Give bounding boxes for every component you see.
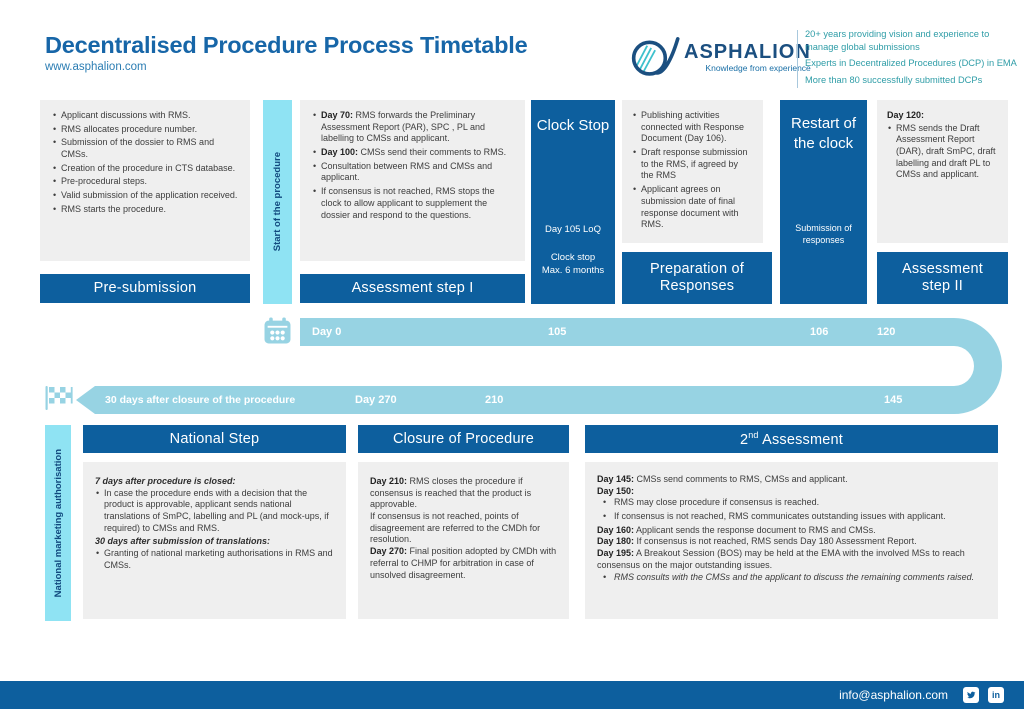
logo-tagline: Knowledge from experience xyxy=(705,63,811,73)
bullet-item: • RMS allocates procedure number. xyxy=(52,124,238,136)
asphalion-logo-icon xyxy=(628,34,680,80)
national-step-heading: 30 days after submission of translations: xyxy=(95,536,271,547)
section-header-national-step: National Step xyxy=(83,425,346,453)
bullet-item: • Applicant agrees on submission date of final response document with RMS. xyxy=(632,184,753,231)
finish-flag-icon xyxy=(44,384,74,412)
timeline-label: Day 0 xyxy=(312,326,342,338)
bullet-item: • Pre-procedural steps. xyxy=(52,176,238,188)
bullet-item: • RMS may close procedure if consensus is reached. xyxy=(597,497,986,509)
closure-paragraph: If consensus is not reached, points of disagreement are referred to the CMDh for resolution. xyxy=(370,511,541,545)
stage-header-assessment-1: Assessment step I xyxy=(300,274,525,303)
company-claims xyxy=(805,28,1019,90)
bullet-item: • If consensus is not reached, RMS stops the clock to allow applicant to supplement the dossier and respond to the questions. xyxy=(312,186,513,221)
linkedin-icon[interactable]: in xyxy=(988,687,1004,703)
panel-national-step xyxy=(83,462,346,619)
timeline-uturn xyxy=(946,318,1002,414)
logo-wordmark: ASPHALION xyxy=(684,41,811,63)
panel-day-120 xyxy=(877,100,1008,243)
stage-header-pre-submission: Pre-submission xyxy=(40,274,250,303)
timeline-top-bar xyxy=(300,318,946,346)
assessment-line: Day 160: Applicant sends the response document to RMS and CMSs. xyxy=(597,524,876,535)
clock-stop-box xyxy=(531,100,615,304)
closure-paragraph: Day 270: Final position adopted by CMDh with referral to CHMP for arbitration in case of unsolved disagreement. xyxy=(370,546,557,580)
assessment-line: Day 195: A Breakout Session (BOS) may be held at the EMA with the involved MSs to reach consensus on the major outstanding issues. xyxy=(597,548,965,570)
national-authorisation-bar xyxy=(45,425,71,621)
timeline-label: 105 xyxy=(548,326,567,338)
panel-assessment-step-1 xyxy=(300,100,525,261)
timeline-label: 120 xyxy=(877,326,896,338)
claim-line: 20+ years providing vision and experience to manage global submissions xyxy=(805,29,990,52)
start-of-procedure-label: Start of the procedure xyxy=(272,152,283,252)
bullet-item: • Day 100: CMSs send their comments to RMS. xyxy=(312,147,513,159)
bullet-item: • RMS starts the procedure. xyxy=(52,204,238,216)
clock-stop-note: Max. 6 months xyxy=(541,264,605,276)
clock-stop-note: Clock stop xyxy=(550,252,596,263)
timeline-label: 30 days after closure of the procedure xyxy=(105,394,296,406)
bullet-item: • Applicant discussions with RMS. xyxy=(52,110,238,122)
header-divider xyxy=(797,30,798,88)
timeline-label: 145 xyxy=(884,394,903,406)
section-header-closure: Closure of Procedure xyxy=(358,425,569,453)
assessment-line: Day 150: xyxy=(597,485,635,496)
closure-paragraph: Day 210: RMS closes the procedure if consensus is reached that the product is approvable. xyxy=(370,476,532,510)
footer-bar xyxy=(0,681,1024,709)
national-step-heading: 7 days after procedure is closed: xyxy=(95,476,236,486)
restart-clock-title: Restart of the clock xyxy=(790,115,857,153)
page-title: Decentralised Procedure Process Timetable xyxy=(45,32,528,58)
bullet-item: • Day 70: RMS forwards the Preliminary Assessment Report (PAR), SPC , PL and labelling to CMSs and applicant. xyxy=(312,110,513,145)
timeline-label: 106 xyxy=(810,326,829,338)
stage-header-preparation: Preparation of Responses xyxy=(622,252,772,304)
start-of-procedure-bar xyxy=(263,100,292,304)
bullet-item: • RMS consults with the CMSs and the applicant to discuss the remaining comments raised. xyxy=(597,572,986,584)
timeline-arrow-tip xyxy=(76,386,95,414)
bullet-item: • If consensus is not reached, RMS communicates outstanding issues with applicant. xyxy=(597,511,986,523)
claim-line: Experts in Decentralized Procedures (DCP) in EMA xyxy=(805,58,1017,69)
assessment-line: Day 180: If consensus is not reached, RMS sends Day 180 Assessment Report. xyxy=(597,536,917,547)
assessment-line: Day 145: CMSs send comments to RMS, CMSs and applicant. xyxy=(597,474,848,484)
bullet-item: • Creation of the procedure in CTS database. xyxy=(52,163,238,175)
stage-header-assessment-2: Assessment step II xyxy=(877,252,1008,304)
claim-line: More than 80 successfully submitted DCPs xyxy=(805,74,983,85)
timeline-label: Day 270 xyxy=(355,394,397,406)
bullet-item: • Granting of national marketing authorisations in RMS and CMSs. xyxy=(95,548,334,571)
restart-clock-note: Submission of responses xyxy=(795,223,852,246)
bullet-item: • RMS sends the Draft Assessment Report (DAR), draft SmPC, draft labelling and draft PL to CMSs and applicant. xyxy=(887,123,998,181)
clock-stop-title: Clock Stop xyxy=(536,117,610,134)
twitter-icon[interactable] xyxy=(963,687,979,703)
bullet-item: • Draft response submission to the RMS, if agreed by the RMS xyxy=(632,147,753,182)
panel-closure xyxy=(358,462,569,619)
asphalion-logo xyxy=(628,34,811,80)
clock-stop-loq: Day 105 LoQ xyxy=(545,224,601,235)
panel-pre-submission xyxy=(40,100,250,261)
bullet-item: • Publishing activities connected with Response Document (Day 106). xyxy=(632,110,753,145)
bullet-item: • Valid submission of the application received. xyxy=(52,190,238,202)
bullet-item: • In case the procedure ends with a decision that the product is approvable, applicant sends national translations of SmPC, labelling and PL (and mock-ups, if required) to CMSs and RMS. xyxy=(95,488,334,535)
timeline-label: 210 xyxy=(485,394,504,406)
bullet-item: • Consultation between RMS and CMSs and applicant. xyxy=(312,161,513,184)
day-120-lead: Day 120: xyxy=(887,110,925,120)
page-title-block xyxy=(45,32,527,73)
national-authorisation-label: National marketing authorisation xyxy=(52,448,64,598)
panel-preparation-responses xyxy=(622,100,763,243)
panel-second-assessment xyxy=(585,462,998,619)
timeline-bottom-bar xyxy=(95,386,946,414)
website-link[interactable]: www.asphalion.com xyxy=(45,61,147,73)
calendar-icon xyxy=(264,317,291,344)
section-header-second-assessment: 2nd Assessment xyxy=(585,425,998,453)
restart-clock-box xyxy=(780,100,867,304)
footer-email[interactable]: info@asphalion.com xyxy=(839,688,948,702)
bullet-item: • Submission of the dossier to RMS and CMSs. xyxy=(52,137,238,160)
